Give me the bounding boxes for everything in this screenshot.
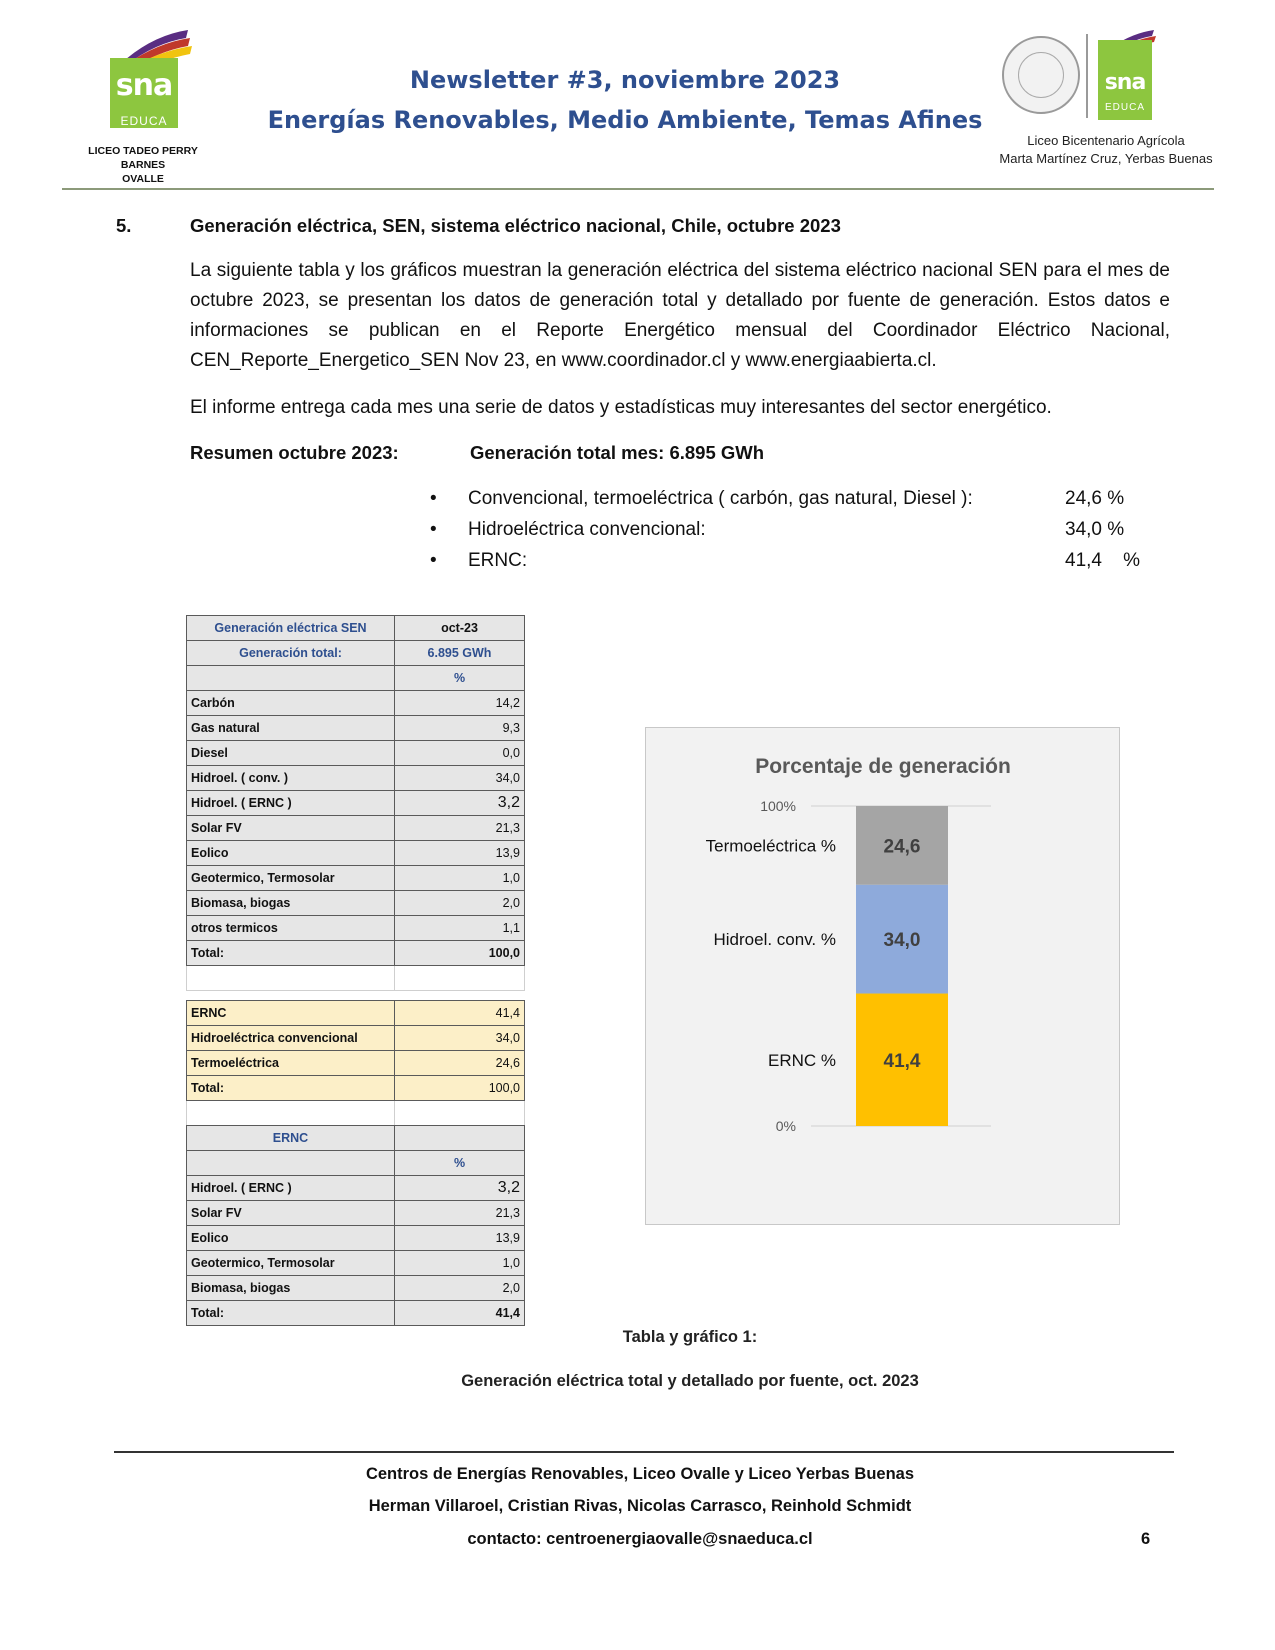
summary-label: Resumen octubre 2023:: [190, 442, 399, 463]
row-value: 14,2: [395, 691, 525, 716]
bullet-value: 24,6 %: [1065, 488, 1125, 509]
row-value: 0,0: [395, 741, 525, 766]
series-label: Hidroel. conv. %: [713, 930, 836, 950]
table-spacer-row: [187, 1101, 525, 1126]
right-caption-line2: Marta Martínez Cruz, Yerbas Buenas: [999, 151, 1213, 166]
row-value: 34,0: [395, 1026, 525, 1051]
table-row: [187, 716, 525, 741]
page-number: 6: [1141, 1530, 1151, 1548]
left-caption-line2: OVALLE: [122, 173, 164, 185]
logo-divider: [1086, 34, 1088, 118]
table-header-row: [187, 616, 525, 641]
generation-table: [186, 615, 525, 991]
list-item: [430, 488, 1150, 519]
table-total-generation-row: [187, 641, 525, 666]
intro-paragraph: La siguiente tabla y los gráficos muestran la generación eléctrica del sistema eléctrico nacional SEN para el mes de octubre 2023, se presentan los datos de generación total y detallado por fuente de generación. Estos datos e informaciones se publican en el Reporte Energético mensual del Coordinador Eléctrico Nacional, CEN_Reporte_Energetico_SEN Nov 23, en www.coordinador.cl y www.energiaabierta.cl.: [190, 260, 1170, 371]
total-value: 41,4: [395, 1301, 525, 1326]
data-label: 34,0: [883, 930, 921, 952]
row-label: Eolico: [187, 1226, 395, 1251]
table-row: [187, 1251, 525, 1276]
table-row: [187, 1226, 525, 1251]
row-value: 3,2: [395, 1176, 525, 1201]
table-total-row: [187, 1076, 525, 1101]
total-value: 100,0: [395, 1076, 525, 1101]
row-value: 24,6: [395, 1051, 525, 1076]
row-value: 3,2: [395, 791, 525, 816]
table-total-row: [187, 941, 525, 966]
table-unit-row: [187, 666, 525, 691]
row-label: Gas natural: [187, 716, 395, 741]
right-logo: [999, 30, 1213, 180]
table-spacer-row: [187, 966, 525, 991]
row-value: 21,3: [395, 1201, 525, 1226]
row-label: Termoeléctrica: [187, 1051, 395, 1076]
right-caption-line1: Liceo Bicentenario Agrícola: [1027, 133, 1185, 148]
newsletter-subtitle: Energías Renovables, Medio Ambiente, Temas Afines: [267, 106, 983, 134]
y-tick-label: 0%: [775, 1118, 796, 1134]
generation-chart: [645, 727, 1120, 1225]
bullet-value: 34,0 %: [1065, 519, 1125, 540]
table-total-row: [187, 1301, 525, 1326]
table-header-period: oct-23: [395, 616, 525, 641]
row-label: Hidroel. ( conv. ): [187, 766, 395, 791]
bullet-value: 41,4 %: [1065, 550, 1140, 571]
row-label: ERNC: [187, 1001, 395, 1026]
data-label: 41,4: [883, 1050, 921, 1072]
table-header-row: [187, 1126, 525, 1151]
y-tick-label: 100%: [760, 798, 796, 814]
chart-canvas: [646, 728, 1121, 1226]
logo-brand: sna: [115, 68, 173, 103]
bullet-label: ERNC:: [468, 550, 528, 571]
table-row: [187, 1026, 525, 1051]
row-value: 2,0: [395, 1276, 525, 1301]
row-value: 1,0: [395, 1251, 525, 1276]
footer-line: Centros de Energías Renovables, Liceo Ovalle y Liceo Yerbas Buenas: [365, 1465, 915, 1483]
logo-brand: sna: [1104, 70, 1146, 95]
figure-caption-text: Generación eléctrica total y detallado por fuente, oct. 2023: [461, 1372, 919, 1390]
summary-bullet-list: [430, 488, 1150, 581]
unit-label: %: [395, 1151, 525, 1176]
section-title: Generación eléctrica, SEN, sistema eléctrico nacional, Chile, octubre 2023: [190, 215, 841, 236]
row-label: Eolico: [187, 841, 395, 866]
row-value: 13,9: [395, 1226, 525, 1251]
table-row: [187, 1201, 525, 1226]
row-label: Geotermico, Termosolar: [187, 1251, 395, 1276]
list-item: [430, 550, 1150, 581]
row-label: Hidroel. ( ERNC ): [187, 791, 395, 816]
summary-value: Generación total mes: 6.895 GWh: [470, 442, 765, 463]
row-value: 21,3: [395, 816, 525, 841]
bullet-label: Convencional, termoeléctrica ( carbón, gas natural, Diesel ):: [468, 488, 973, 509]
row-label: Solar FV: [187, 816, 395, 841]
row-value: 41,4: [395, 1001, 525, 1026]
data-label: 24,6: [883, 836, 921, 858]
section-number: 5.: [116, 215, 132, 236]
footer-divider: [114, 1451, 1174, 1453]
row-value: 2,0: [395, 891, 525, 916]
row-label: Biomasa, biogas: [187, 1276, 395, 1301]
total-generation-value: 6.895 GWh: [395, 641, 525, 666]
table-row: [187, 691, 525, 716]
table-row: [187, 816, 525, 841]
total-generation-label: Generación total:: [187, 641, 395, 666]
seal-icon: [1002, 36, 1080, 114]
total-label: Total:: [187, 1301, 395, 1326]
bullet-icon: •: [430, 550, 437, 571]
left-logo: [68, 26, 218, 185]
unit-label: %: [395, 666, 525, 691]
chart-title: Porcentaje de generación: [755, 755, 1011, 778]
bullet-icon: •: [430, 488, 437, 509]
total-label: Total:: [187, 941, 395, 966]
left-caption-line1: LICEO TADEO PERRY BARNES: [88, 145, 198, 171]
table-unit-row: [187, 1151, 525, 1176]
row-value: 1,1: [395, 916, 525, 941]
table-row: [187, 766, 525, 791]
series-label: Termoeléctrica %: [705, 836, 836, 856]
header-divider: [62, 188, 1214, 190]
total-value: 100,0: [395, 941, 525, 966]
row-value: 1,0: [395, 866, 525, 891]
left-logo-caption: [68, 144, 218, 186]
row-label: Biomasa, biogas: [187, 891, 395, 916]
row-value: 13,9: [395, 841, 525, 866]
list-item: [430, 519, 1150, 550]
report-paragraph: El informe entrega cada mes una serie de datos y estadísticas muy interesantes del sector energético.: [190, 397, 1052, 418]
summary-table: [186, 1000, 525, 1126]
row-label: Geotermico, Termosolar: [187, 866, 395, 891]
table-row: [187, 1051, 525, 1076]
row-label: Diesel: [187, 741, 395, 766]
table-row: [187, 741, 525, 766]
row-label: Hidroeléctrica convencional: [187, 1026, 395, 1051]
table-row: [187, 866, 525, 891]
bullet-label: Hidroeléctrica convencional:: [468, 519, 706, 540]
logo-sub: EDUCA: [1104, 102, 1145, 113]
footer-authors: Herman Villaroel, Cristian Rivas, Nicolas Carrasco, Reinhold Schmidt: [368, 1497, 912, 1515]
logo-sub: EDUCA: [120, 114, 168, 128]
table-row: [187, 1176, 525, 1201]
row-label: Carbón: [187, 691, 395, 716]
right-logo-caption: [986, 132, 1226, 168]
figure-caption-title: Tabla y gráfico 1:: [622, 1328, 758, 1346]
row-label: Hidroel. ( ERNC ): [187, 1176, 395, 1201]
table-row: [187, 891, 525, 916]
table-header-label: ERNC: [187, 1126, 395, 1151]
footer-contact: contacto: centroenergiaovalle@snaeduca.cl: [467, 1530, 813, 1548]
ernc-table: [186, 1125, 525, 1326]
newsletter-title: Newsletter #3, noviembre 2023: [409, 66, 841, 94]
row-label: otros termicos: [187, 916, 395, 941]
table-row: [187, 791, 525, 816]
bullet-icon: •: [430, 519, 437, 540]
series-label: ERNC %: [767, 1050, 836, 1070]
table-row: [187, 841, 525, 866]
total-label: Total:: [187, 1076, 395, 1101]
table-header-label: Generación eléctrica SEN: [187, 616, 395, 641]
table-row: [187, 1276, 525, 1301]
table-row: [187, 1001, 525, 1026]
row-value: 9,3: [395, 716, 525, 741]
row-label: Solar FV: [187, 1201, 395, 1226]
table-row: [187, 916, 525, 941]
row-value: 34,0: [395, 766, 525, 791]
